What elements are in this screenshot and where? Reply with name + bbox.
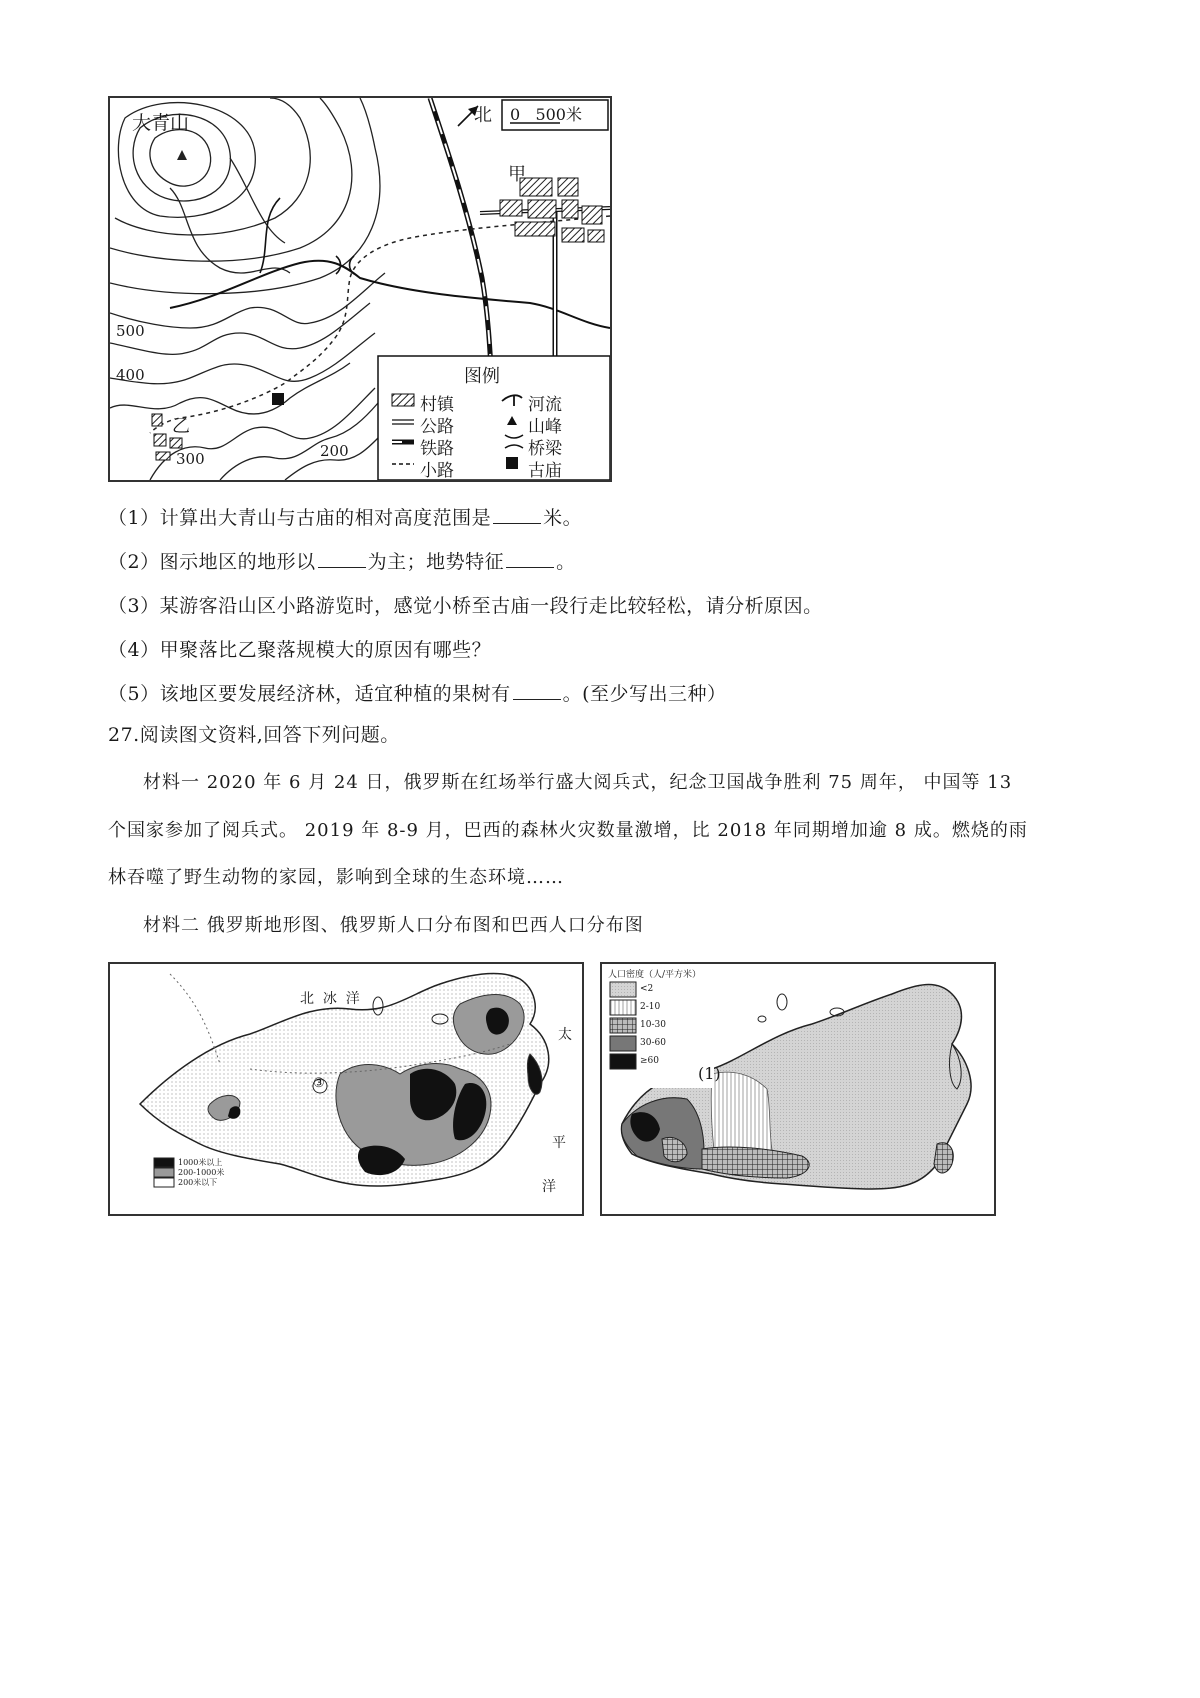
river-line (170, 261, 610, 328)
map-marker-3: ③ (313, 1076, 325, 1091)
material-1-line-1: 材料一 2020 年 6 月 24 日，俄罗斯在红场举行盛大阅兵式，纪念卫国战争胜利 75 周年， 中国等 13 (143, 772, 1013, 793)
north-label: 北 (474, 105, 492, 126)
legend-swatch-lt2 (610, 982, 636, 997)
legend-swatch-30-60 (610, 1036, 636, 1051)
ocean-label-arctic: 北 冰 洋 (300, 991, 360, 1007)
village-jia (500, 178, 604, 242)
legend-label-village: 村镇 (420, 395, 454, 415)
answer-blank-1[interactable] (493, 523, 541, 524)
question-3: （3）某游客沿山区小路游览时，感觉小桥至古庙一段行走比较轻松，请分析原因。 (108, 595, 823, 617)
material-2-caption: 材料二 俄罗斯地形图、俄罗斯人口分布图和巴西人口分布图 (143, 915, 644, 936)
legend-label-river: 河流 (528, 395, 562, 415)
answer-blank-2a[interactable] (318, 567, 366, 568)
temple-icon (272, 393, 284, 405)
contour-label-200: 200 (320, 442, 349, 460)
legend-swatch-high (154, 1158, 174, 1167)
material-1-line-2: 个国家参加了阅兵式。 2019 年 8-9 月，巴西的森林火灾数量激增，比 2018 年同期增加逾 8 成。燃烧的雨 (108, 820, 1028, 841)
legend-label-mid: 200-1000米 (178, 1168, 225, 1177)
material-1-line-3: 林吞噬了野生动物的家园，影响到全球的生态环境…… (108, 867, 564, 888)
population-legend-30-60: 30-60 (640, 1038, 666, 1048)
legend-swatch-10-30 (610, 1018, 636, 1033)
legend-label-temple: 古庙 (528, 461, 562, 481)
question-2: （2）图示地区的地形以 为主；地势特征 。 (108, 551, 576, 573)
legend-swatch-2-10 (610, 1000, 636, 1015)
population-legend-title: 人口密度（人/平方米） (608, 970, 702, 980)
question-5: （5）该地区要发展经济林，适宜种植的果树有 。(至少写出三种） (108, 683, 727, 705)
ocean-label-pacific-2: 平 (552, 1135, 566, 1151)
question-27-heading: 27.阅读图文资料,回答下列问题。 (108, 724, 400, 746)
contour-label-300: 300 (176, 450, 205, 468)
legend-swatch-gte60 (610, 1054, 636, 1069)
population-legend-gte60: ≥60 (640, 1056, 659, 1066)
peak-icon (177, 150, 187, 160)
railway-line (430, 98, 492, 388)
legend-label-railway: 铁路 (420, 439, 454, 459)
ocean-label-pacific-3: 洋 (542, 1179, 556, 1195)
village-hatch-icon (392, 394, 414, 406)
village-jia-label: 甲 (508, 164, 526, 185)
map-marker-1: (1) (698, 1064, 721, 1083)
legend-label-high: 1000米以上 (178, 1158, 223, 1167)
answer-blank-2b[interactable] (506, 567, 554, 568)
contour-label-400: 400 (116, 366, 145, 384)
legend-label-bridge: 桥梁 (528, 439, 562, 459)
legend-label-highway: 公路 (420, 417, 454, 437)
legend-title: 图例 (464, 366, 500, 387)
population-legend-lt2: <2 (640, 984, 654, 994)
legend-swatch-low (154, 1178, 174, 1187)
russia-terrain-map (108, 962, 584, 1216)
question-4: （4）甲聚落比乙聚落规模大的原因有哪些？ (108, 639, 492, 661)
russia-population-map (600, 962, 996, 1216)
legend-swatch-mid (154, 1168, 174, 1177)
population-legend-2-10: 2-10 (640, 1002, 661, 1012)
legend-label-peak: 山峰 (528, 417, 562, 437)
answer-blank-5[interactable] (513, 699, 561, 700)
temple-legend-icon (506, 457, 518, 469)
contour-label-500: 500 (116, 322, 145, 340)
scale-label: 0 500米 (510, 105, 582, 124)
population-legend-10-30: 10-30 (640, 1020, 666, 1030)
legend-label-low: 200米以下 (178, 1178, 218, 1187)
mountain-name: 大青山 (132, 112, 190, 134)
question-1: （1）计算出大青山与古庙的相对高度范围是 米。 (108, 507, 583, 529)
russia-population-figure (602, 964, 994, 1214)
legend-label-trail: 小路 (420, 461, 454, 481)
village-yi-label: 乙 (172, 416, 190, 437)
topographic-map (108, 96, 612, 482)
ocean-label-pacific-1: 太 (558, 1027, 572, 1043)
